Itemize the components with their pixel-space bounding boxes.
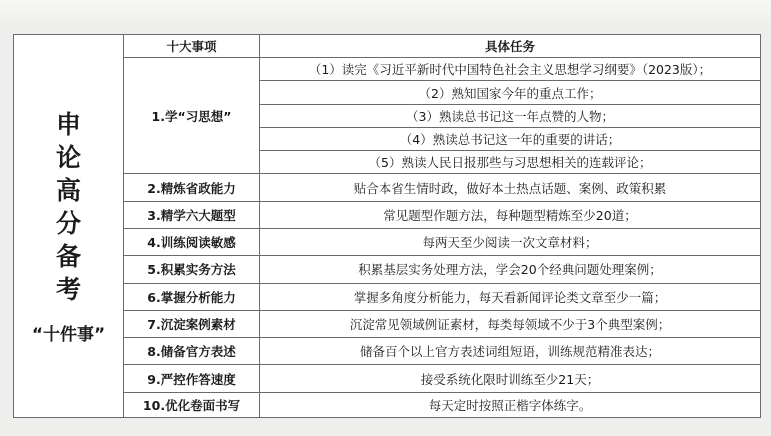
header-items: 十大事项 <box>124 35 260 58</box>
task-text: （5）熟读人民日报那些与习思想相关的连载评论； <box>260 151 761 174</box>
item-label: 8.储备官方表述 <box>124 338 260 365</box>
item-label: 6.掌握分析能力 <box>124 283 260 310</box>
task-text: （4）熟读总书记这一年的重要的讲话； <box>260 127 761 150</box>
side-title-char: 备 <box>55 241 81 271</box>
side-title <box>14 108 123 306</box>
top-band <box>0 0 771 28</box>
item-label: 9.严控作答速度 <box>124 365 260 392</box>
item-label: 5.积累实务方法 <box>124 256 260 283</box>
task-text: 接受系统化限时训练至少21天； <box>260 365 761 392</box>
side-quote: “十件事” <box>31 324 106 345</box>
table-row <box>14 58 761 81</box>
item-label: 7.沉淀案例素材 <box>124 310 260 337</box>
item-label: 3.精学六大题型 <box>124 201 260 228</box>
task-text: 沉淀常见领域例证素材，每类每领域不少于3个典型案例； <box>260 310 761 337</box>
item-label: 1.学“习思想” <box>124 58 260 174</box>
table-row <box>14 365 761 392</box>
item-label: 2.精炼省政能力 <box>124 174 260 201</box>
table-row <box>14 228 761 255</box>
side-title-cell <box>14 35 124 418</box>
side-title-char: 分 <box>55 208 81 238</box>
task-text: 积累基层实务处理方法，学会20个经典问题处理案例； <box>260 256 761 283</box>
table-row <box>14 256 761 283</box>
ten-things-table <box>13 34 761 418</box>
task-text: 每两天至少阅读一次文章材料； <box>260 228 761 255</box>
task-text: 贴合本省生情时政，做好本土热点话题、案例、政策积累 <box>260 174 761 201</box>
side-title-char: 申 <box>55 109 81 139</box>
side-title-char: 考 <box>55 274 81 304</box>
table-row <box>14 310 761 337</box>
item-label: 4.训练阅读敏感 <box>124 228 260 255</box>
task-text: 每天定时按照正楷字体练字。 <box>260 392 761 417</box>
task-text: 储备百个以上官方表述词组短语，训练规范精准表达； <box>260 338 761 365</box>
task-text: 常见题型作题方法，每种题型精炼至少20道； <box>260 201 761 228</box>
table-row <box>14 174 761 201</box>
table-row <box>14 338 761 365</box>
table-row <box>14 283 761 310</box>
side-title-char: 高 <box>55 175 81 205</box>
item-label: 10.优化卷面书写 <box>124 392 260 417</box>
side-title-char: 论 <box>55 142 81 172</box>
task-text: （2）熟知国家今年的重点工作； <box>260 81 761 104</box>
table-row <box>14 392 761 417</box>
task-text: （1）读完《习近平新时代中国特色社会主义思想学习纲要》（2023版）； <box>260 58 761 81</box>
task-text: （3）熟读总书记这一年点赞的人物； <box>260 104 761 127</box>
header-tasks: 具体任务 <box>260 35 761 58</box>
table-row <box>14 201 761 228</box>
task-text: 掌握多角度分析能力，每天看新闻评论类文章至少一篇； <box>260 283 761 310</box>
header-row <box>14 35 761 58</box>
